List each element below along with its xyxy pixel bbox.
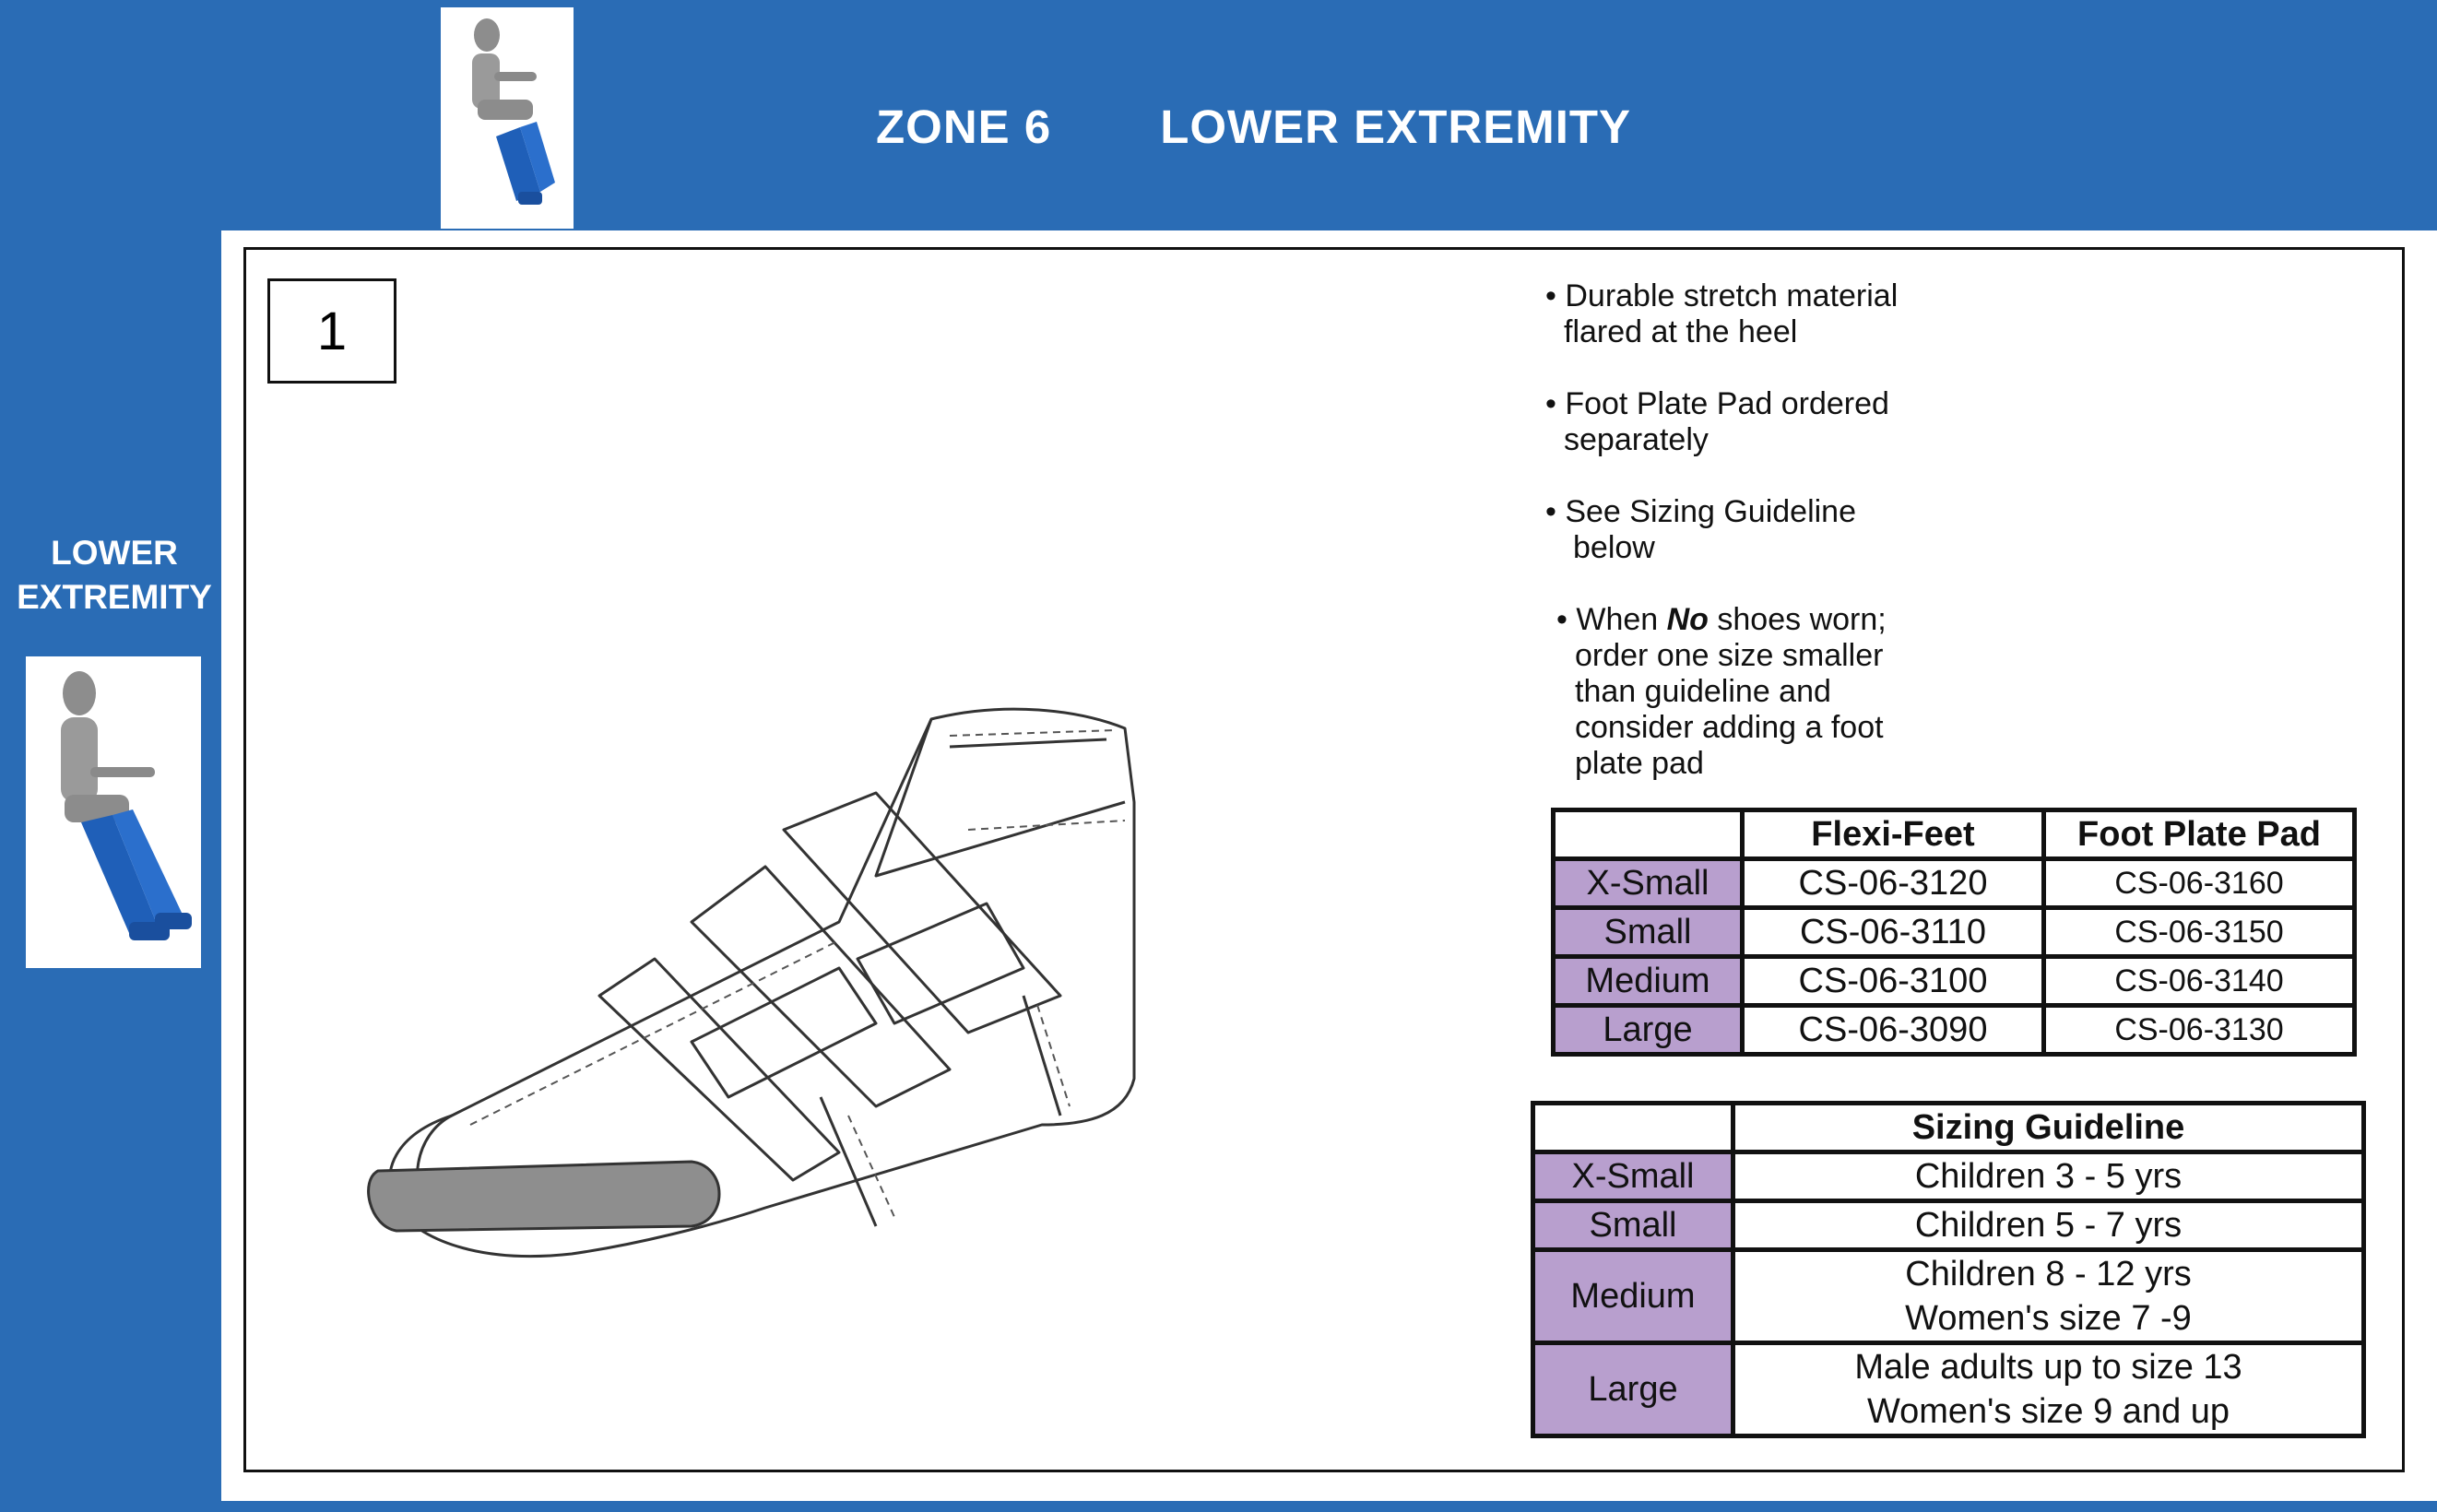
parts-table (1551, 808, 2357, 1057)
item-number: 1 (267, 278, 396, 384)
sizing-table (1531, 1101, 2366, 1438)
table-row: X-Small Children 3 - 5 yrs (1533, 1152, 2364, 1201)
foot-orthosis-drawing (360, 691, 1300, 1355)
table-header-row: Sizing Guideline (1533, 1104, 2364, 1152)
feature-list (1545, 278, 2117, 818)
seated-figure-icon (26, 656, 201, 968)
sidebar-label (7, 531, 221, 620)
zone-title: LOWER EXTREMITY (1160, 100, 1632, 153)
sidebar-label-line2: EXTREMITY (17, 578, 212, 616)
table-row: Large CS-06-3090 CS-06-3130 (1554, 1006, 2355, 1055)
zone-thumbnail-side (26, 656, 201, 968)
table-row: Medium Children 8 - 12 yrs Women's size 7 -9 (1533, 1250, 2364, 1343)
main-panel (221, 230, 2437, 1501)
seated-figure-icon (441, 7, 574, 229)
feature-item: • Foot Plate Pad ordered separately (1545, 386, 1889, 457)
table-row: X-Small CS-06-3120 CS-06-3160 (1554, 859, 2355, 908)
zone-label: ZONE 6 (876, 100, 1052, 153)
sidebar-label-line1: LOWER (51, 534, 178, 572)
table-row: Small Children 5 - 7 yrs (1533, 1201, 2364, 1250)
feature-item: • See Sizing Guideline below (1545, 494, 1856, 565)
no-shoes-note: • When No shoes worn; order one size smaller than guideline and consider adding a foot plate pad (1556, 602, 1887, 781)
table-header-row: Flexi-Feet Foot Plate Pad (1554, 810, 2355, 859)
page-header (876, 100, 1631, 164)
table-row: Medium CS-06-3100 CS-06-3140 (1554, 957, 2355, 1006)
table-row: Large Male adults up to size 13 Women's size 9 and up (1533, 1343, 2364, 1436)
feature-item: • Durable stretch material flared at the heel (1545, 278, 1899, 349)
zone-thumbnail-top (441, 7, 574, 229)
table-row: Small CS-06-3110 CS-06-3150 (1554, 908, 2355, 957)
note-emphasis: No (1666, 602, 1709, 637)
